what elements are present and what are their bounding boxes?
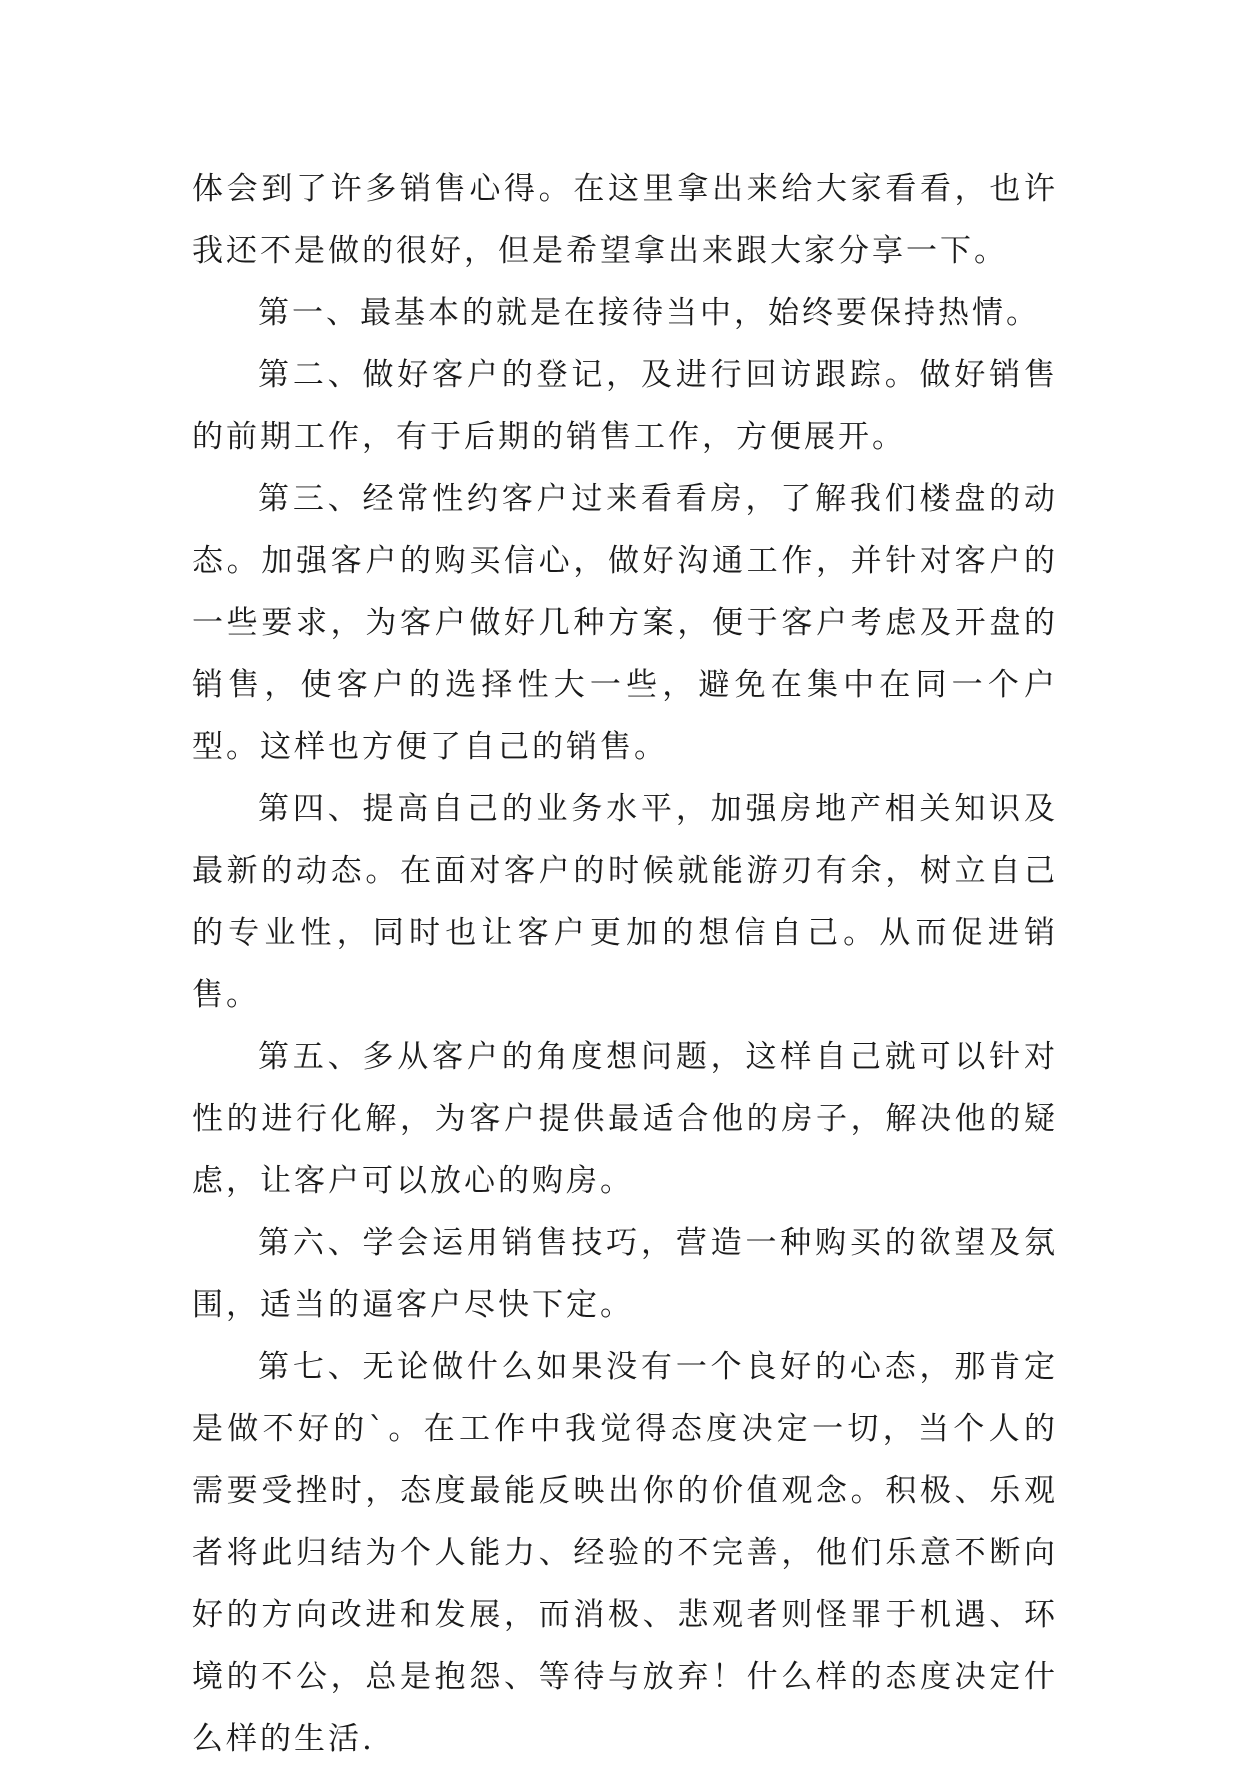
paragraph-point-4: 第四、提高自己的业务水平，加强房地产相关知识及最新的动态。在面对客户的时候就能游刃有余，树立自己的专业性，同时也让客户更加的想信自己。从而促进销售。 [192,791,1058,1013]
paragraph-point-1: 第一、最基本的就是在接待当中，始终要保持热情。 [258,295,1040,331]
paragraph-point-2: 第二、做好客户的登记，及进行回访跟踪。做好销售的前期工作，有于后期的销售工作，方便展开。 [192,357,1058,455]
paragraph-point-5: 第五、多从客户的角度想问题，这样自己就可以针对性的进行化解，为客户提供最适合他的房子，解决他的疑虑，让客户可以放心的购房。 [192,1039,1058,1199]
paragraph-intro: 体会到了许多销售心得。在这里拿出来给大家看看，也许我还不是做的很好，但是希望拿出来跟大家分享一下。 [192,171,1058,269]
paragraph-point-3: 第三、经常性约客户过来看看房，了解我们楼盘的动态。加强客户的购买信心，做好沟通工作，并针对客户的一些要求，为客户做好几种方案，便于客户考虑及开盘的销售，使客户的选择性大一些，避免在集中在同一个户型。这样也方便了自己的销售。 [192,481,1058,765]
document-body [192,158,1058,1770]
paragraph-point-7: 第七、无论做什么如果没有一个良好的心态，那肯定是做不好的`。在工作中我觉得态度决定一切，当个人的需要受挫时，态度最能反映出你的价值观念。积极、乐观者将此归结为个人能力、经验的不完善，他们乐意不断向好的方向改进和发展，而消极、悲观者则怪罪于机遇、环境的不公，总是抱怨、等待与放弃！什么样的态度决定什么样的生活. [192,1349,1058,1757]
paragraph-point-6: 第六、学会运用销售技巧，营造一种购买的欲望及氛围，适当的逼客户尽快下定。 [192,1225,1058,1323]
